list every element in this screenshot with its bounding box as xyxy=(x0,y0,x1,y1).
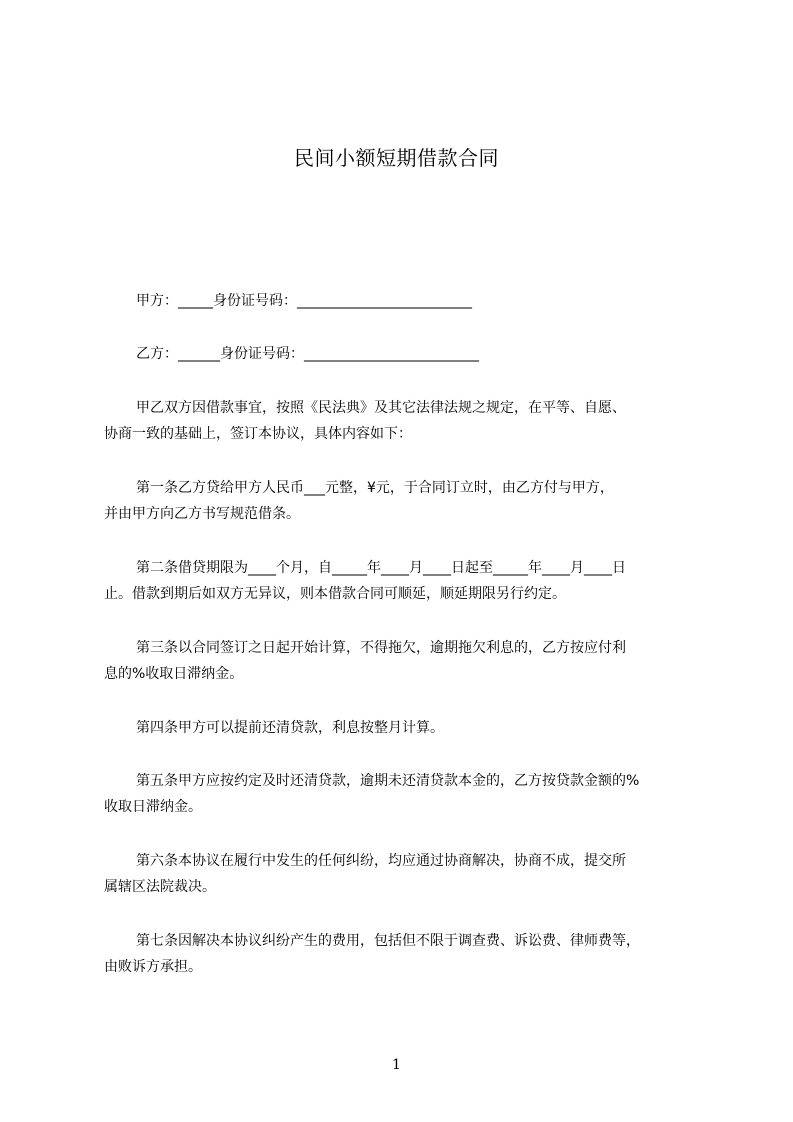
article-5-line-1: 第五条甲方应按约定及时还清贷款，逾期未还清贷款本金的，乙方按贷款金额的% xyxy=(136,773,640,789)
article-6-line-1: 第六条本协议在履行中发生的任何纠纷，均应通过协商解决，协商不成，提交所 xyxy=(136,853,626,869)
article-4-line-1: 第四条甲方可以提前还清贷款，利息按整月计算。 xyxy=(136,720,444,736)
article-2-line-1: 第二条借贷期限为____个月，自_____年____月____日起至_____年____月____日 xyxy=(136,560,626,576)
article-3-line-1: 第三条以合同签订之日起开始计算，不得拖欠，逾期拖欠利息的，乙方按应付利 xyxy=(136,640,626,656)
party-b-line: 乙方：______身份证号码：_________________________ xyxy=(136,346,479,362)
intro-line-1: 甲乙双方因借款事宜，按照《民法典》及其它法律法规之规定，在平等、自愿、 xyxy=(136,400,626,416)
article-5-line-2: 收取日滞纳金。 xyxy=(104,799,202,815)
article-7-line-1: 第七条因解决本协议纠纷产生的费用，包括但不限于调查费、诉讼费、律师费等， xyxy=(136,933,640,949)
article-1-line-2: 并由甲方向乙方书写规范借条。 xyxy=(104,506,300,522)
article-2-line-2: 止。借款到期后如双方无异议，则本借款合同可顺延，顺延期限另行约定。 xyxy=(104,586,566,602)
document-title: 民间小额短期借款合同 xyxy=(294,146,499,170)
article-7-line-2: 由败诉方承担。 xyxy=(104,959,202,975)
party-a-line: 甲方：_____身份证号码：_________________________ xyxy=(136,293,472,309)
intro-line-2: 协商一致的基础上，签订本协议，具体内容如下： xyxy=(104,426,412,442)
article-3-line-2: 息的%收取日滞纳金。 xyxy=(104,666,244,682)
article-6-line-2: 属辖区法院裁决。 xyxy=(104,879,216,895)
page-number: 1 xyxy=(392,1057,401,1073)
article-1-line-1: 第一条乙方贷给甲方人民币___元整，¥元，于合同订立时，由乙方付与甲方， xyxy=(136,480,614,496)
